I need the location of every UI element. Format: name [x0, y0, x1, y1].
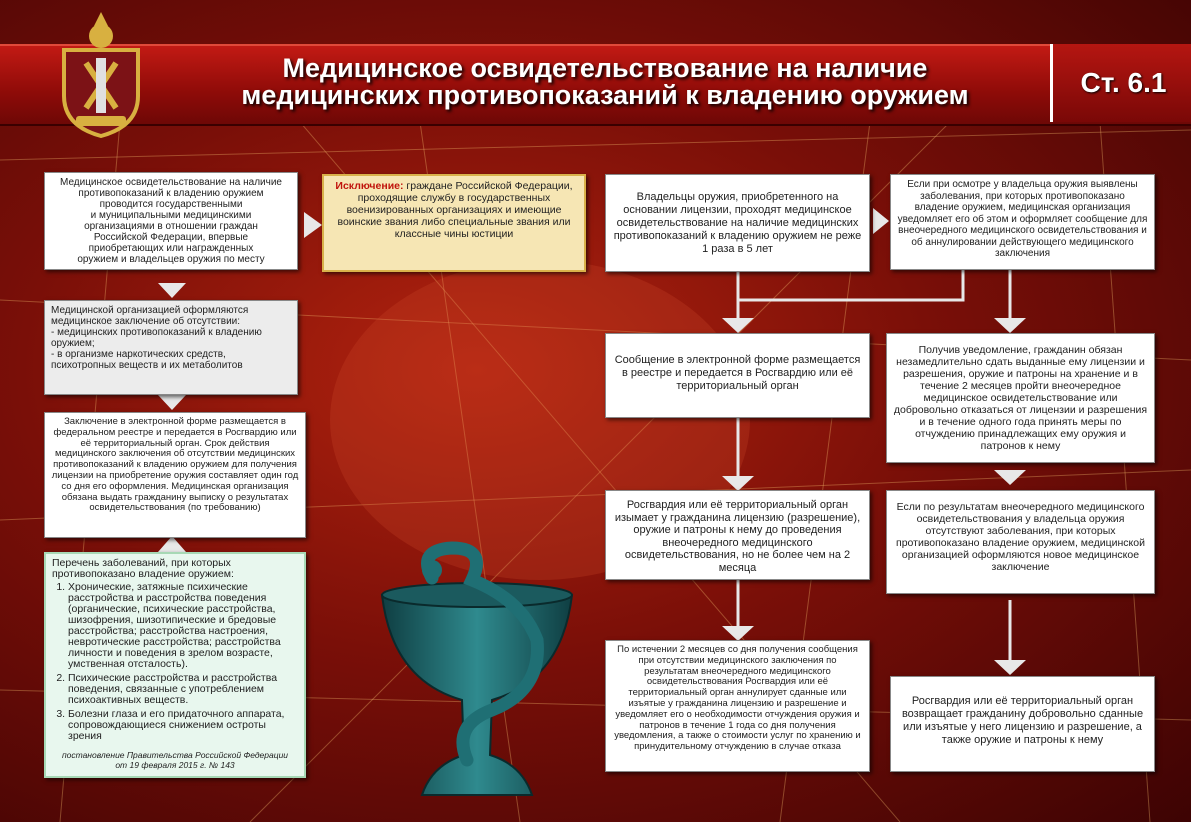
exception-label: Исключение: [335, 180, 404, 192]
arrow-icon [738, 270, 963, 316]
box-electronic-conclusion [44, 412, 306, 538]
box-text: Если при осмотре у владельца оружия выявлены заболевания, при которых противопоказано владение оружием, медицинская организация уведомляет его об этом и оформляет сообщение для внеочередного медицинского освидетельствования и об аннулировании действующего медицинского заключения [897, 179, 1148, 259]
box-diseases-detected [890, 174, 1155, 270]
box-text: Заключение в электронной форме размещается в федеральном реестре и передается в Росгвардию или её территориальный орган. Срок действия медицинского заключения об отсутствии медицинских противопоказаний к владению оружием для получения лицензии на приобретение оружия составляет один год со дня его оформления. Медицинская организация обязана выдать гражданину выписку о результатах освидетельствования (по требованию) [51, 416, 299, 514]
box-text: Медицинское освидетельствование на наличие противопоказаний к владению оружием проводится государственными и муниципальными медицинскими организациями в отношении граждан Российской Федерации, впервые приобретающих или награжденных оружием и владельцев оружия по месту [60, 177, 282, 265]
arrow-icon [722, 626, 754, 641]
box-new-conclusion [886, 490, 1155, 594]
title-line-2: медицинских противопоказаний к владению оружием [241, 80, 969, 110]
bowl-of-hygieia-icon [372, 540, 582, 810]
box-text: Росгвардия или её территориальный орган изымает у гражданина лицензию (разрешение), оружие и патроны к нему до проведения внеочередного медицинского освидетельствования, но не более чем на 2 месяца [614, 499, 861, 574]
arrow-icon [304, 212, 322, 238]
box-text: Росгвардия или её территориальный орган возвращает гражданину добровольно сданные или изъятые у него лицензию и разрешение, а также оружие и патроны к нему [901, 695, 1144, 746]
box-text: По истечении 2 месяцев со дня получения сообщения при отсутствии медицинского заключения по результатам внеочередного медицинского освидетельствования Росгвардия или её территориальный орган аннулирует сданные или изъятые у гражданина лицензию и разрешение и уведомляет его о необходимости отчуждения оружия и патронов в течение 1 года со дня получения уведомления, а также о стоимости услуг по хранению и принудительному отчуждению в случае отказа [614, 644, 861, 753]
box-text: граждане Российской Федерации, проходящие службу в государственных военизированных организациях и имеющие воинские звания либо специальные звания или классные чины юстиции [337, 180, 573, 240]
box-disease-list [44, 552, 306, 778]
disease-list [52, 582, 298, 742]
box-seizure [605, 490, 870, 580]
arrow-icon [994, 318, 1026, 333]
arrow-icon [158, 283, 186, 298]
box-text: Если по результатам внеочередного медицинского освидетельствования у владельца оружия отсутствуют заболевания, при которых противопоказано владение оружием, медицинской организацией оформляются новое медицинское заключение [896, 501, 1145, 573]
box-medical-conclusion [44, 300, 298, 395]
arrow-icon [873, 208, 889, 234]
box-citizen-obligation [886, 333, 1155, 463]
arrow-icon [994, 660, 1026, 675]
box-text: Сообщение в электронной форме размещается в реестре и передается в Росгвардию или её территориальный орган [614, 354, 861, 392]
arrow-icon [722, 318, 754, 333]
list-item: 3. Болезни глаза и его придаточного аппарата, сопровождающиеся снижением остроты зрения [68, 709, 298, 742]
box-electronic-message [605, 333, 870, 418]
article-badge: Ст. 6.1 [1050, 44, 1191, 122]
box-return-weapons [890, 676, 1155, 772]
box-periodic-examination [605, 174, 870, 272]
list-item: 2. Психические расстройства и расстройства поведения, связанные с употреблением психоактивных веществ. [68, 673, 298, 706]
arrow-icon [158, 395, 186, 410]
decree-reference: постановление Правительства Российской Федерации от 19 февраля 2015 г. № 143 [61, 750, 289, 770]
box-text: Перечень заболеваний, при которых противопоказано владение оружием: [52, 557, 234, 580]
arrow-icon [722, 476, 754, 491]
box-annulment [605, 640, 870, 772]
box-exception [322, 174, 586, 272]
title-line-1: Медицинское освидетельствование на наличие [282, 53, 928, 83]
box-initial-examination [44, 172, 298, 270]
list-item: 1. Хронические, затяжные психические расстройства и расстройства поведения (органические, психические расстройства, шизофрения, шизотипические и бредовые расстройства; расстройства настроения, невротические расстройства; расстройства личности и поведения в зрелом возрасте, умственная отсталость). [68, 582, 298, 670]
box-text: Владельцы оружия, приобретенного на основании лицензии, проходят медицинское освидетельствование на наличие медицинских противопоказаний к владению оружием не реже 1 раза в 5 лет [613, 191, 862, 255]
list-item: - медицинских противопоказаний к владению оружием; [51, 327, 262, 349]
arrow-icon [158, 536, 186, 552]
box-text: Получив уведомление, гражданин обязан незамедлительно сдать выданные ему лицензии и разрешения, оружие и патроны на хранение и в течение 2 месяцев пройти внеочередное медицинское освидетельствование или добровольно отказаться от лицензии и разрешения и в течение одного года принять меры по отчуждению принадлежащих ему оружия и патронов к нему [893, 344, 1148, 452]
arrow-icon [994, 470, 1026, 485]
list-item: - в организме наркотических средств, психотропных веществ и их метаболитов [51, 349, 243, 371]
box-text: Медицинской организацией оформляются медицинское заключение об отсутствии: [51, 305, 249, 327]
